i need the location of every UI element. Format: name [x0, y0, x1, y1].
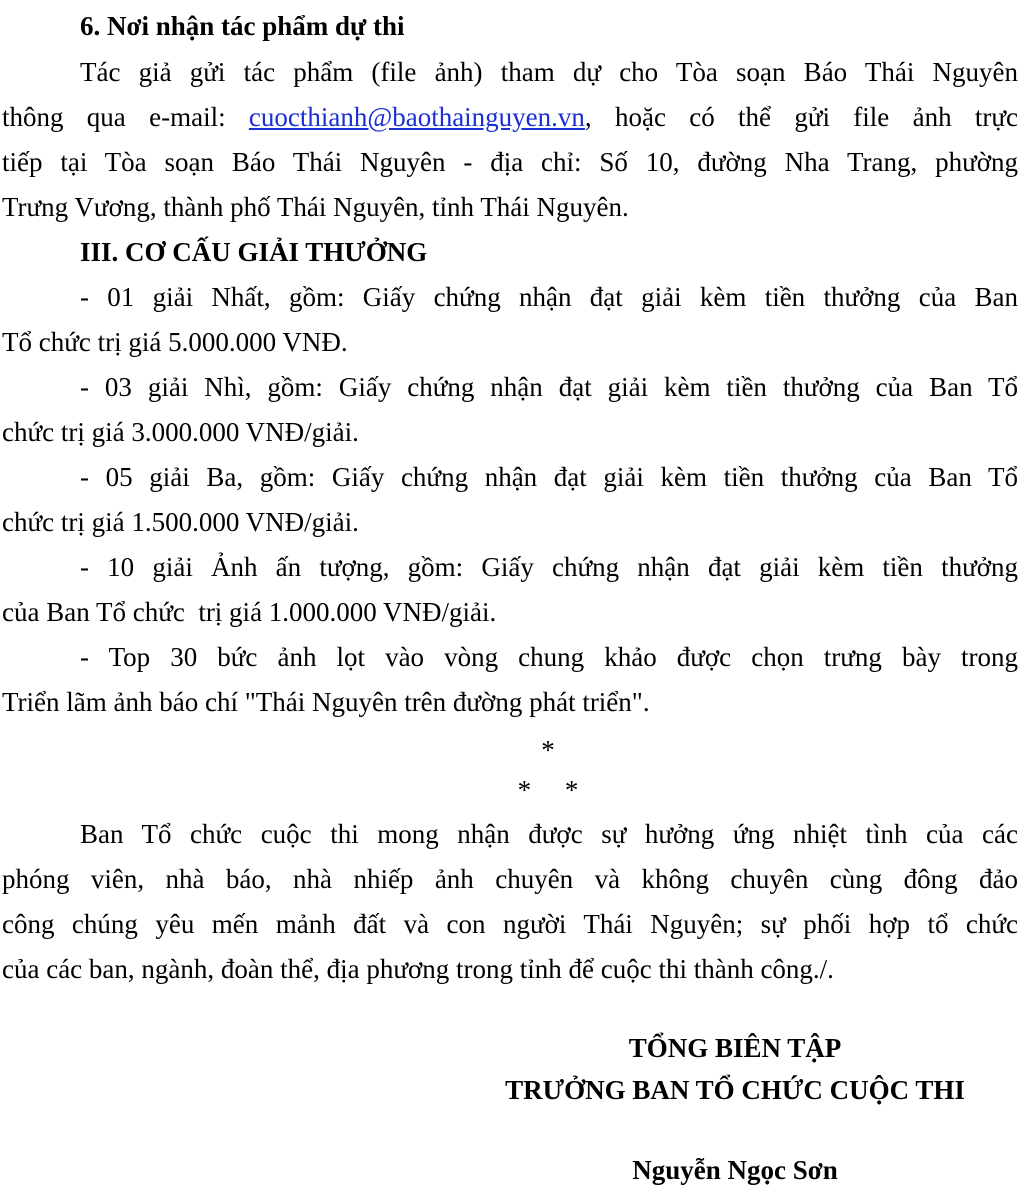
prize-1-line-b: Tổ chức trị giá 5.000.000 VNĐ.	[2, 327, 348, 357]
closing-line-2: phóng viên, nhà báo, nhà nhiếp ảnh chuyên và không chuyên cùng đông đảo	[2, 864, 1018, 894]
email-prefix: thông qua e-mail:	[2, 102, 249, 132]
prize-1-line-a: - 01 giải Nhất, gồm: Giấy chứng nhận đạt giải kèm tiền thưởng của Ban	[80, 282, 1018, 312]
section-6-line-2	[2, 99, 1018, 135]
email-link[interactable]: cuocthianh@baothainguyen.vn	[248, 102, 585, 132]
section-6-heading: 6. Nơi nhận tác phẩm dự thi	[80, 11, 405, 41]
prize-3-line-b: chức trị giá 1.500.000 VNĐ/giải.	[2, 507, 359, 537]
prize-5-line-b: Triển lãm ảnh báo chí "Thái Nguyên trên đường phát triển".	[2, 687, 650, 717]
closing-line-4: của các ban, ngành, đoàn thể, địa phương trong tỉnh để cuộc thi thành công./.	[2, 954, 834, 984]
closing-line-3: công chúng yêu mến mảnh đất và con người Thái Nguyên; sự phối hợp tổ chức	[2, 909, 1018, 939]
prize-2-line-a: - 03 giải Nhì, gồm: Giấy chứng nhận đạt giải kèm tiền thưởng của Ban Tổ	[80, 372, 1018, 402]
section-6-line-3: tiếp tại Tòa soạn Báo Thái Nguyên - địa chỉ: Số 10, đường Nha Trang, phường	[2, 147, 1018, 177]
prize-2-line-b: chức trị giá 3.000.000 VNĐ/giải.	[2, 417, 359, 447]
signature-title-2: TRƯỞNG BAN TỔ CHỨC CUỘC THI	[505, 1075, 965, 1105]
prize-3-line-a: - 05 giải Ba, gồm: Giấy chứng nhận đạt giải kèm tiền thưởng của Ban Tổ	[80, 462, 1018, 492]
separator-star-top: *	[541, 735, 555, 765]
prize-5-line-a: - Top 30 bức ảnh lọt vào vòng chung khảo được chọn trưng bày trong	[80, 642, 1018, 672]
section-6-line-4: Trưng Vương, thành phố Thái Nguyên, tỉnh Thái Nguyên.	[2, 192, 629, 222]
email-suffix: , hoặc có thể gửi file ảnh trực	[584, 102, 1018, 132]
signature-title-1: TỔNG BIÊN TẬP	[628, 1033, 842, 1063]
closing-line-1: Ban Tổ chức cuộc thi mong nhận được sự hưởng ứng nhiệt tình của các	[80, 819, 1018, 849]
separator-star-bottom: * *	[517, 775, 579, 805]
signature-name: Nguyễn Ngọc Sơn	[632, 1155, 838, 1185]
section-3-heading: III. CƠ CẤU GIẢI THƯỞNG	[80, 237, 428, 267]
prize-4-line-b: của Ban Tổ chức trị giá 1.000.000 VNĐ/giải.	[2, 597, 497, 627]
prize-4-line-a: - 10 giải Ảnh ấn tượng, gồm: Giấy chứng nhận đạt giải kèm tiền thưởng	[80, 552, 1018, 582]
section-6-line-1: Tác giả gửi tác phẩm (file ảnh) tham dự cho Tòa soạn Báo Thái Nguyên	[80, 57, 1018, 87]
